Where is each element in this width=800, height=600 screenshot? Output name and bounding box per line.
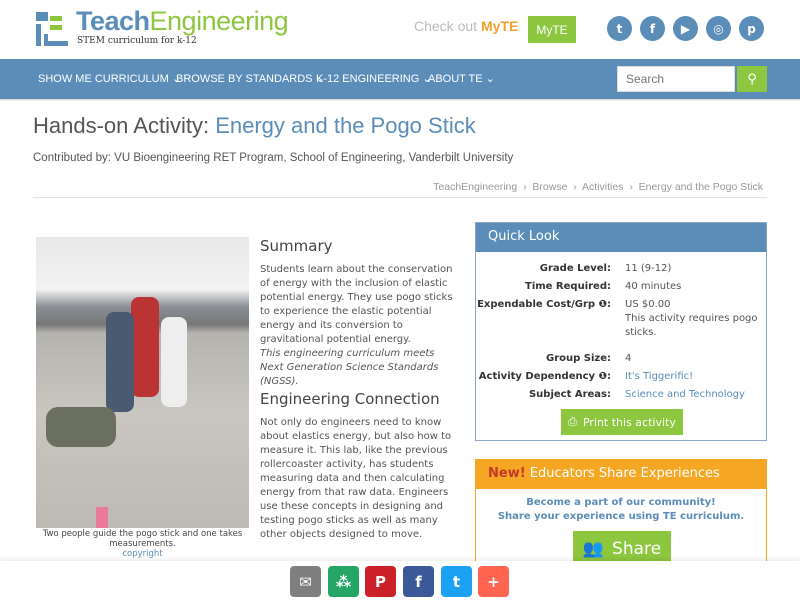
facebook-icon[interactable]: f bbox=[640, 16, 665, 41]
email-icon: ✉ bbox=[299, 572, 312, 591]
label: Expendable Cost/Grp ❶: bbox=[477, 299, 611, 310]
crumb-browse[interactable]: Browse bbox=[532, 181, 568, 193]
google-classroom-icon: ⁂ bbox=[335, 572, 352, 591]
print-button[interactable] bbox=[561, 409, 683, 435]
share-invite bbox=[476, 496, 766, 524]
instagram-icon[interactable]: ◎ bbox=[706, 16, 731, 41]
logo[interactable] bbox=[76, 6, 288, 37]
label: Time Required: bbox=[525, 281, 611, 292]
label: Subject Areas: bbox=[528, 389, 611, 400]
photo-caption: Two people guide the pogo stick and one takes measurements. bbox=[42, 529, 243, 549]
cost-note: This activity requires pogo sticks. bbox=[625, 313, 758, 338]
crumb-sep: › bbox=[573, 181, 577, 193]
value bbox=[625, 298, 760, 340]
classroom-share-button[interactable] bbox=[328, 566, 359, 597]
summary-heading: Summary bbox=[260, 237, 333, 255]
pinterest-share-button[interactable] bbox=[365, 566, 396, 597]
contributed-by: Contributed by: VU Bioengineering RET Program, School of Engineering, Vanderbilt University bbox=[33, 152, 514, 164]
share-panel-title bbox=[476, 460, 766, 489]
quick-look-panel bbox=[475, 222, 767, 441]
engineering-heading: Engineering Connection bbox=[260, 390, 440, 408]
nav-about-te[interactable]: ABOUT TE ⌄ bbox=[428, 73, 495, 85]
plus-icon: + bbox=[487, 572, 500, 591]
tagline: STEM curriculum for k-12 bbox=[77, 36, 197, 46]
nav-browse-by-standards[interactable]: BROWSE BY STANDARDS ⌄ bbox=[176, 73, 325, 85]
search-button[interactable] bbox=[737, 66, 767, 92]
group-icon: 👥 bbox=[582, 538, 605, 559]
email-share-button[interactable] bbox=[290, 566, 321, 597]
label: Group Size: bbox=[546, 353, 611, 364]
engineering-text: Not only do engineers need to know about elastics energy, but also how to measure it. This lab, like the previous rollercoaster activity, has students measuring data and then calculating energy from that raw data. Engineers use these concepts in designing and testing pogo sticks as well as many other objects designed to move. bbox=[260, 417, 452, 540]
logo-mark bbox=[36, 12, 72, 46]
crumb-sep: › bbox=[523, 181, 527, 193]
nav-show-me-curriculum[interactable]: SHOW ME CURRICULUM ⌄ bbox=[38, 73, 182, 85]
cost-value: US $0.00 bbox=[625, 299, 671, 310]
print-label: Print this activity bbox=[582, 415, 676, 429]
myte-button[interactable]: MyTE bbox=[528, 16, 576, 43]
nav-k12-engineering[interactable]: K-12 ENGINEERING ⌄ bbox=[316, 73, 432, 85]
facebook-share-button[interactable] bbox=[403, 566, 434, 597]
invite-line-2: Share your experience using TE curriculum. bbox=[497, 511, 745, 522]
crumb-teachengineering[interactable]: TeachEngineering bbox=[433, 181, 518, 193]
facebook-icon: f bbox=[415, 572, 422, 591]
pinterest-icon: P bbox=[375, 572, 386, 591]
new-badge: New! bbox=[488, 466, 526, 481]
checkout-myte[interactable] bbox=[414, 18, 518, 34]
label: Activity Dependency ❶: bbox=[478, 371, 611, 382]
youtube-icon[interactable]: ▶ bbox=[673, 16, 698, 41]
search-icon: ⚲ bbox=[747, 71, 757, 87]
share-title: Educators Share Experiences bbox=[529, 466, 720, 481]
printer-icon: ⎙ bbox=[568, 415, 577, 428]
logo-light: Engineering bbox=[149, 6, 289, 36]
invite-line-1: Become a part of our community! bbox=[526, 497, 716, 508]
activity-photo[interactable] bbox=[36, 237, 249, 528]
search-input[interactable] bbox=[617, 66, 735, 92]
page-title bbox=[33, 113, 476, 139]
checkout-text: Check out bbox=[414, 18, 478, 34]
crumb-activities[interactable]: Activities bbox=[582, 181, 624, 193]
dependency-link[interactable]: It's Tiggerific! bbox=[625, 371, 694, 382]
ngss-note: This engineering curriculum meets Next Generation Science Standards (NGSS). bbox=[260, 348, 439, 387]
twitter-share-button[interactable] bbox=[441, 566, 472, 597]
subject-link[interactable]: Science and Technology bbox=[625, 389, 745, 400]
share-bar bbox=[0, 561, 800, 600]
crumb-current: Energy and the Pogo Stick bbox=[638, 181, 763, 193]
quick-look-title: Quick Look bbox=[476, 223, 766, 252]
summary-body: Students learn about the conservation of energy with the inclusion of elastic potential energy. They use pogo sticks to experience the elastic potential energy and its conversion to gravitational potential energy. bbox=[260, 264, 453, 345]
title-prefix: Hands-on Activity: bbox=[33, 113, 210, 138]
twitter-icon: t bbox=[452, 572, 461, 591]
value: 11 (9-12) bbox=[625, 263, 672, 274]
twitter-icon[interactable]: t bbox=[607, 16, 632, 41]
more-share-button[interactable] bbox=[478, 566, 509, 597]
value: 40 minutes bbox=[625, 281, 682, 292]
summary-text bbox=[260, 263, 455, 389]
logo-bold: Teach bbox=[76, 6, 150, 36]
value: 4 bbox=[625, 353, 632, 364]
share-label: Share bbox=[612, 538, 662, 559]
pinterest-icon[interactable]: p bbox=[739, 16, 764, 41]
crumb-sep: › bbox=[629, 181, 633, 193]
divider bbox=[33, 197, 767, 198]
title-main: Energy and the Pogo Stick bbox=[215, 113, 476, 138]
copyright-link[interactable]: copyright bbox=[122, 549, 163, 559]
breadcrumb bbox=[433, 181, 763, 193]
myte-brand: MyTE bbox=[480, 18, 519, 34]
label: Grade Level: bbox=[539, 263, 611, 274]
